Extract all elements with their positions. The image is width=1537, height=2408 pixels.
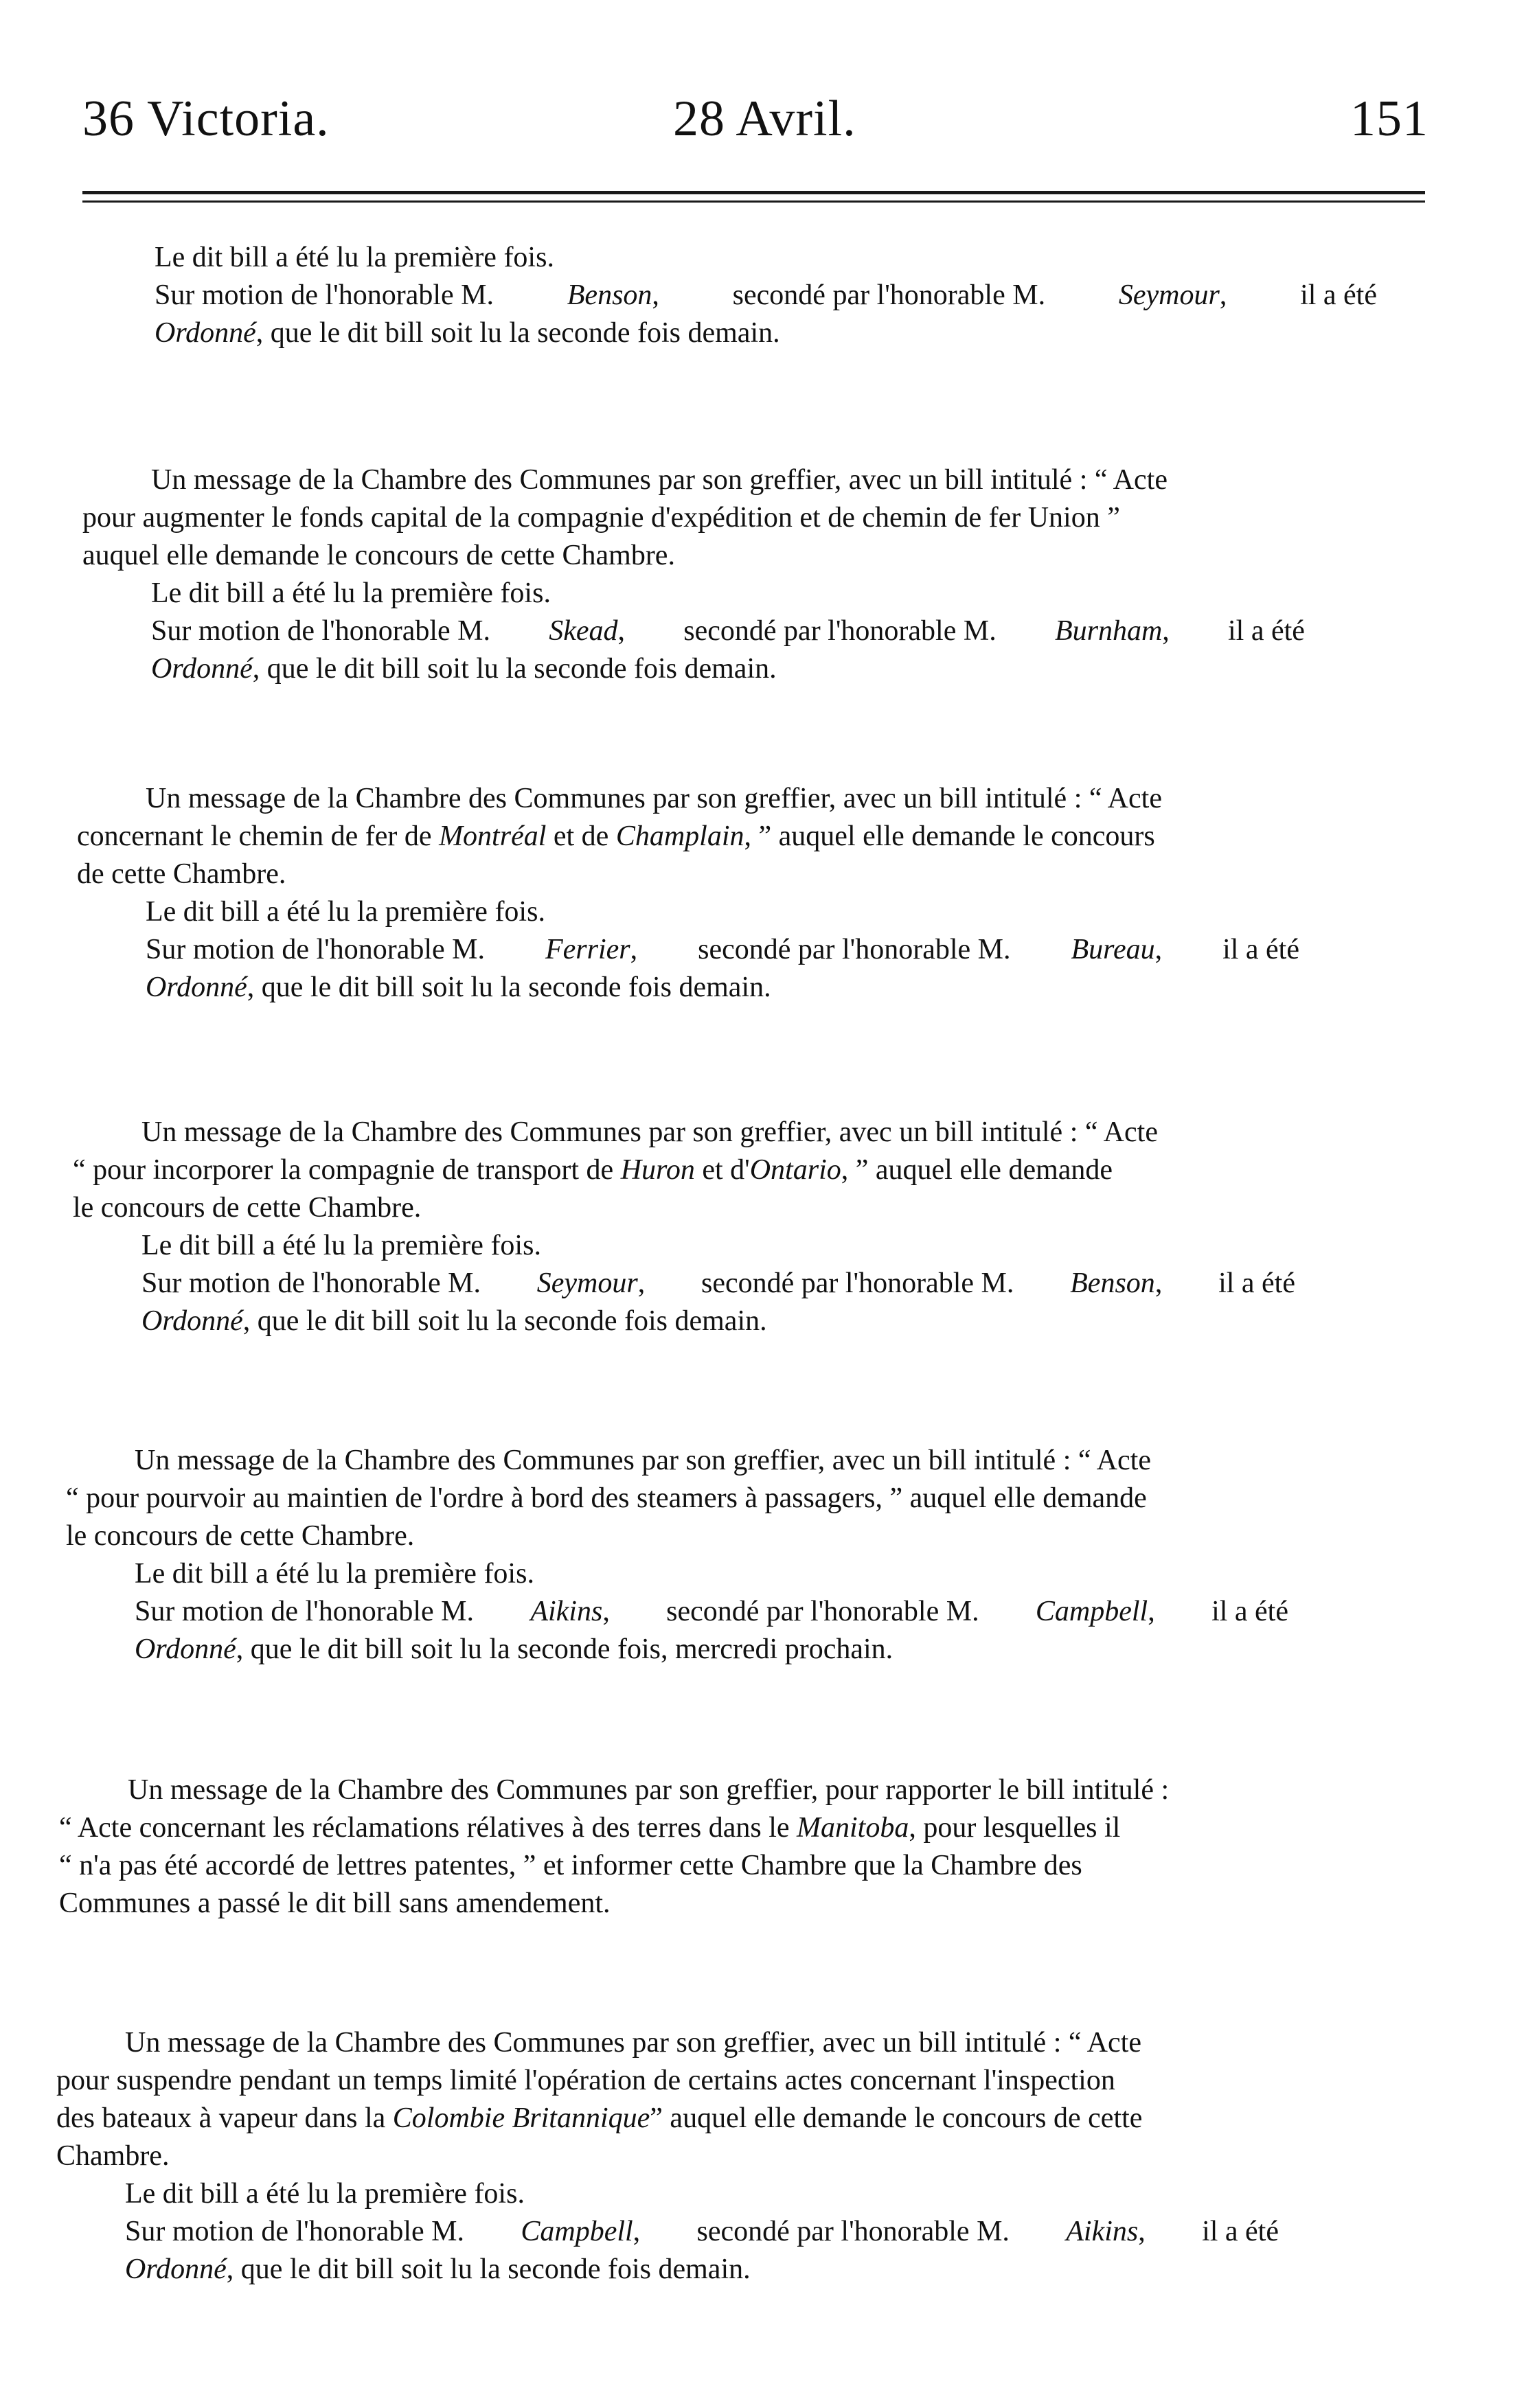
order-line: Ordonné, que le dit bill soit lu la seconde fois demain. [151, 653, 777, 685]
first-reading-line: Le dit bill a été lu la première fois. [141, 1230, 541, 1261]
seconder-name: Benson [1070, 1268, 1155, 1299]
place-name: Huron [620, 1154, 695, 1186]
message-line: de cette Chambre. [77, 858, 286, 890]
order-line: Ordonné, que le dit bill soit lu la seconde fois demain. [155, 317, 780, 349]
header-rule-thin [82, 200, 1425, 203]
order-text: que le dit bill soit lu la seconde fois demain. [270, 317, 780, 349]
message-line: auquel elle demande le concours de cette Chambre. [82, 540, 675, 571]
place-name: Colombie Britannique [392, 2102, 650, 2134]
mover-name: Campbell [521, 2216, 633, 2247]
entry-benson-seymour [155, 239, 1377, 352]
order-line: Ordonné, que le dit bill soit lu la seconde fois demain. [141, 1305, 767, 1337]
seconder-name: Burnham [1054, 615, 1163, 647]
motion-line: Sur motion de l'honorable M. Skead, secondé par l'honorable M. Burnham, il a été [151, 615, 1305, 647]
header-regnal-year: 36 Victoria. [82, 91, 330, 147]
order-line: Ordonné, que le dit bill soit lu la seconde fois demain. [146, 972, 771, 1003]
ordonne-label: Ordonné [146, 972, 247, 1003]
motion-text: secondé par l'honorable M. [732, 279, 1046, 311]
message-line: le concours de cette Chambre. [66, 1520, 415, 1552]
motion-line: Sur motion de l'honorable M. Ferrier, secondé par l'honorable M. Bureau, il a été [146, 934, 1299, 965]
entry-line: Le dit bill a été lu la première fois. [155, 242, 554, 273]
message-line: Chambre. [56, 2140, 170, 2172]
place-name: Ontario [749, 1154, 841, 1186]
ordonne-label: Ordonné [135, 1633, 236, 1665]
order-line: Ordonné, que le dit bill soit lu la seconde fois, mercredi prochain. [135, 1633, 893, 1665]
mover-name: Benson [567, 279, 652, 311]
header-rule-thick [82, 191, 1425, 194]
message-line: pour augmenter le fonds capital de la compagnie d'expédition et de chemin de fer Union ” [82, 502, 1120, 534]
message-line: “ pour incorporer la compagnie de transport de Huron et d'Ontario, ” auquel elle demande [73, 1154, 1113, 1186]
entry-union-railway [82, 461, 1430, 688]
mover-name: Aikins [530, 1596, 603, 1627]
motion-text: Sur motion de l'honorable M. [155, 279, 494, 311]
mover-name: Ferrier [545, 934, 630, 965]
ordonne-label: Ordonné [141, 1305, 243, 1337]
message-line: Un message de la Chambre des Communes par son greffier, pour rapporter le bill intitulé : [128, 1774, 1170, 1806]
seconder-name: Campbell [1035, 1596, 1148, 1627]
mover-name: Skead [549, 615, 618, 647]
entry-steamers [66, 1442, 1420, 1669]
entry-manitoba-report [59, 1771, 1413, 1923]
ordonne-label: Ordonné [151, 653, 253, 685]
seconder-name: Seymour [1118, 279, 1220, 311]
page-number: 151 [1350, 91, 1428, 147]
motion-line: Sur motion de l'honorable M. Aikins, secondé par l'honorable M. Campbell, il a été [135, 1596, 1288, 1627]
message-line: Communes a passé le dit bill sans amendement. [59, 1888, 611, 1919]
place-name: Manitoba [797, 1812, 909, 1844]
entry-montreal-champlain [77, 780, 1427, 1007]
message-line: des bateaux à vapeur dans la Colombie Britannique” auquel elle demande le concours de cette [56, 2102, 1143, 2134]
first-reading-line: Le dit bill a été lu la première fois. [125, 2178, 525, 2210]
motion-text: il a été [1300, 279, 1377, 311]
entry-colombie-britannique [56, 2024, 1411, 2289]
message-line: Un message de la Chambre des Communes par son greffier, avec un bill intitulé : “ Acte [151, 464, 1168, 496]
message-line: le concours de cette Chambre. [73, 1192, 422, 1224]
message-line: concernant le chemin de fer de Montréal et de Champlain, ” auquel elle demande le concours [77, 821, 1155, 852]
first-reading-line: Le dit bill a été lu la première fois. [146, 896, 545, 928]
message-line: Un message de la Chambre des Communes par son greffier, avec un bill intitulé : “ Acte [125, 2027, 1141, 2059]
message-line: Un message de la Chambre des Communes par son greffier, avec un bill intitulé : “ Acte [146, 783, 1162, 814]
message-line: pour suspendre pendant un temps limité l'opération de certains actes concernant l'inspection [56, 2065, 1115, 2096]
message-line: “ Acte concernant les réclamations rélatives à des terres dans le Manitoba, pour lesquelles il [59, 1812, 1121, 1844]
place-name: Champlain [615, 821, 744, 852]
seconder-name: Aikins [1066, 2216, 1139, 2247]
motion-line: Sur motion de l'honorable M. Seymour, secondé par l'honorable M. Benson, il a été [141, 1268, 1295, 1299]
mover-name: Seymour [536, 1268, 638, 1299]
message-line: “ pour pourvoir au maintien de l'ordre à bord des steamers à passagers, ” auquel elle demande [66, 1482, 1147, 1514]
motion-line: Sur motion de l'honorable M. Benson, secondé par l'honorable M. Seymour, il a été [155, 277, 1377, 314]
first-reading-line: Le dit bill a été lu la première fois. [151, 577, 551, 609]
message-line: Un message de la Chambre des Communes par son greffier, avec un bill intitulé : “ Acte [135, 1445, 1151, 1476]
header-date: 28 Avril. [673, 91, 856, 147]
ordonne-label: Ordonné [155, 317, 256, 349]
order-line: Ordonné, que le dit bill soit lu la seconde fois demain. [125, 2254, 751, 2285]
message-line: “ n'a pas été accordé de lettres patentes, ” et informer cette Chambre que la Chambre des [59, 1850, 1082, 1881]
ordonne-label: Ordonné [125, 2254, 227, 2285]
seconder-name: Bureau [1071, 934, 1155, 965]
first-reading-line: Le dit bill a été lu la première fois. [135, 1558, 534, 1590]
place-name: Montréal [439, 821, 547, 852]
page-header [82, 81, 1428, 157]
motion-line: Sur motion de l'honorable M. Campbell, secondé par l'honorable M. Aikins, il a été [125, 2216, 1279, 2247]
entry-huron-ontario [73, 1114, 1423, 1340]
message-line: Un message de la Chambre des Communes par son greffier, avec un bill intitulé : “ Acte [141, 1116, 1158, 1148]
